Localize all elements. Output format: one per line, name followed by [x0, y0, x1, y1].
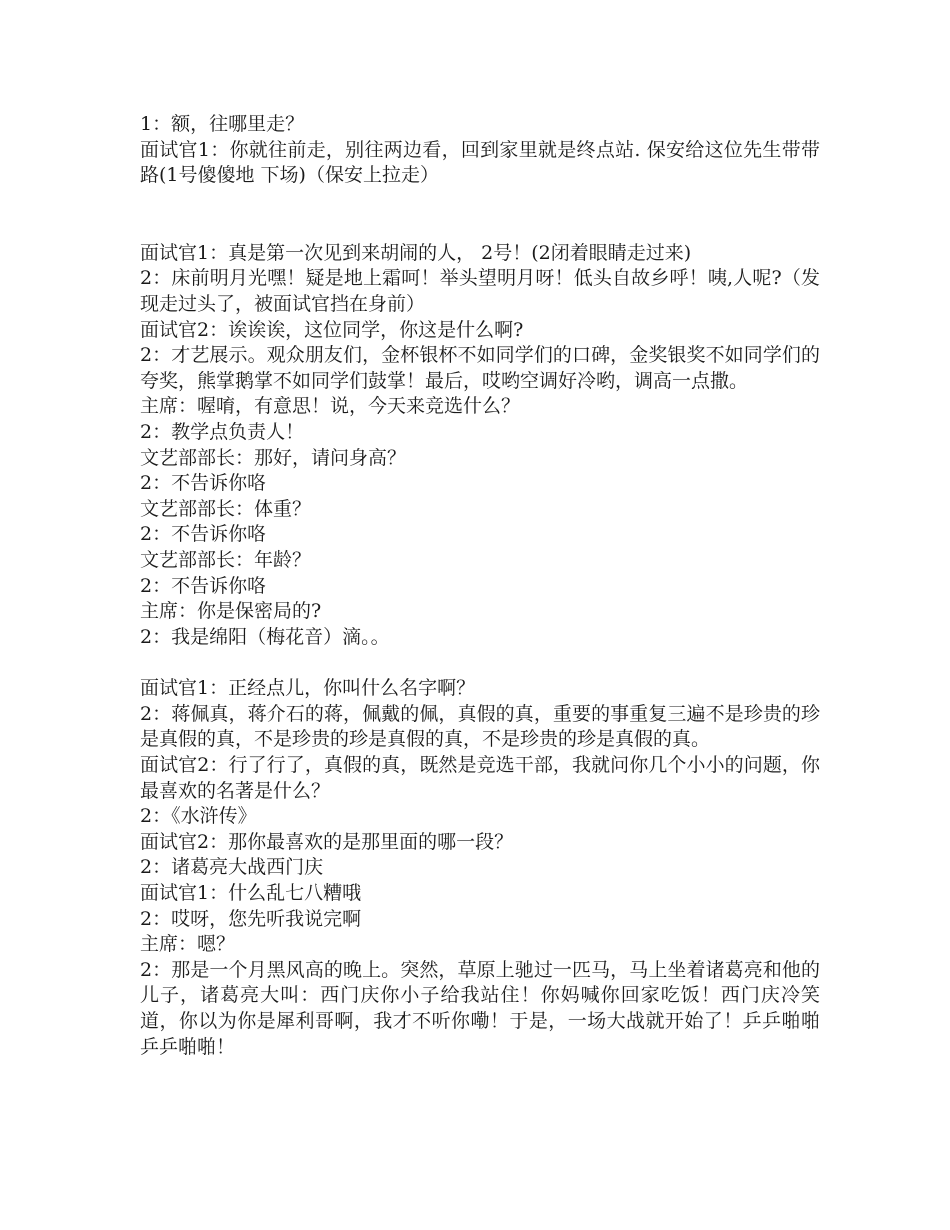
- dialogue-line: 面试官1：正经点儿，你叫什么名字啊？: [140, 677, 476, 700]
- dialogue-line: 2：床前明月光嘿！疑是地上霜呵！举头望明月呀！低头自故乡呼！咦,人呢?（发现走过头了，被面试官挡在身前）: [140, 267, 820, 315]
- dialogue-line: 2：诸葛亮大战西门庆: [140, 856, 324, 879]
- dialogue-line: 2：那是一个月黑风高的晚上。突然，草原上驰过一匹马，马上坐着诸葛亮和他的儿子，诸葛亮大叫：西门庆你小子给我站住！你妈喊你回家吃饭！西门庆冷笑道，你以为你是犀利哥啊，我才不听你嘞！于是，一场大战就开始了！乒乒啪啪乒乒啪啪！: [140, 958, 820, 1058]
- dialogue-line: 面试官2：诶诶诶，这位同学，你这是什么啊?: [140, 318, 524, 341]
- dialogue-line: 面试官1：什么乱七八糟哦: [140, 882, 362, 905]
- dialogue-line: 1：额，往哪里走？: [140, 113, 305, 135]
- dialogue-line: 文艺部部长：体重？: [140, 497, 312, 520]
- dialogue-line: 文艺部部长：那好，请问身高？: [140, 446, 407, 469]
- dialogue-line: 2：哎呀，您先听我说完啊: [140, 907, 362, 930]
- dialogue-line: 面试官1：你就往前走，别往两边看，回到家里就是终点站. 保安给这位先生带带路(1号傻傻地 下场)（保安上拉走）: [140, 138, 820, 187]
- script-section-3: [140, 676, 820, 1060]
- dialogue-line: 2：不告诉你咯: [140, 523, 267, 546]
- dialogue-line: 2：不告诉你咯: [140, 574, 267, 597]
- dialogue-line: 主席：你是保密局的?: [140, 600, 322, 623]
- dialogue-line: 面试官2：那你最喜欢的是那里面的哪一段？: [140, 830, 514, 853]
- script-section-1: [140, 112, 820, 189]
- dialogue-line: 文艺部部长：年龄？: [140, 548, 312, 571]
- section-gap: [140, 650, 820, 676]
- section-gap: [140, 189, 820, 241]
- dialogue-line: 2：不告诉你咯: [140, 472, 267, 495]
- dialogue-line: 主席：喔唷，有意思！说，今天来竞选什么？: [140, 395, 521, 418]
- document-page: [140, 112, 820, 1060]
- dialogue-line: 2：蒋佩真，蒋介石的蒋，佩戴的佩，真假的真，重要的事重复三遍不是珍贵的珍是真假的真，不是珍贵的珍是真假的真，不是珍贵的珍是真假的真。: [140, 702, 820, 751]
- dialogue-line: 2：我是绵阳（梅花音）滴。。: [140, 625, 390, 648]
- dialogue-line: 主席：嗯？: [140, 933, 236, 956]
- script-section-2: [140, 241, 820, 651]
- dialogue-line: 2：才艺展示。观众朋友们，金杯银杯不如同学们的口碑，金奖银奖不如同学们的夸奖，熊掌鹅掌不如同学们鼓掌！最后，哎哟空调好冷哟，调高一点撒。: [140, 344, 820, 392]
- dialogue-line: 面试官2：行了行了，真假的真，既然是竞选干部，我就问你几个小小的问题，你最喜欢的名著是什么？: [140, 754, 820, 802]
- dialogue-line: 2：《水浒传》: [140, 805, 257, 828]
- dialogue-line: 2：教学点负责人！: [140, 420, 305, 443]
- dialogue-line: 面试官1：真是第一次见到来胡闹的人， 2号！(2闭着眼睛走过来): [140, 241, 692, 264]
